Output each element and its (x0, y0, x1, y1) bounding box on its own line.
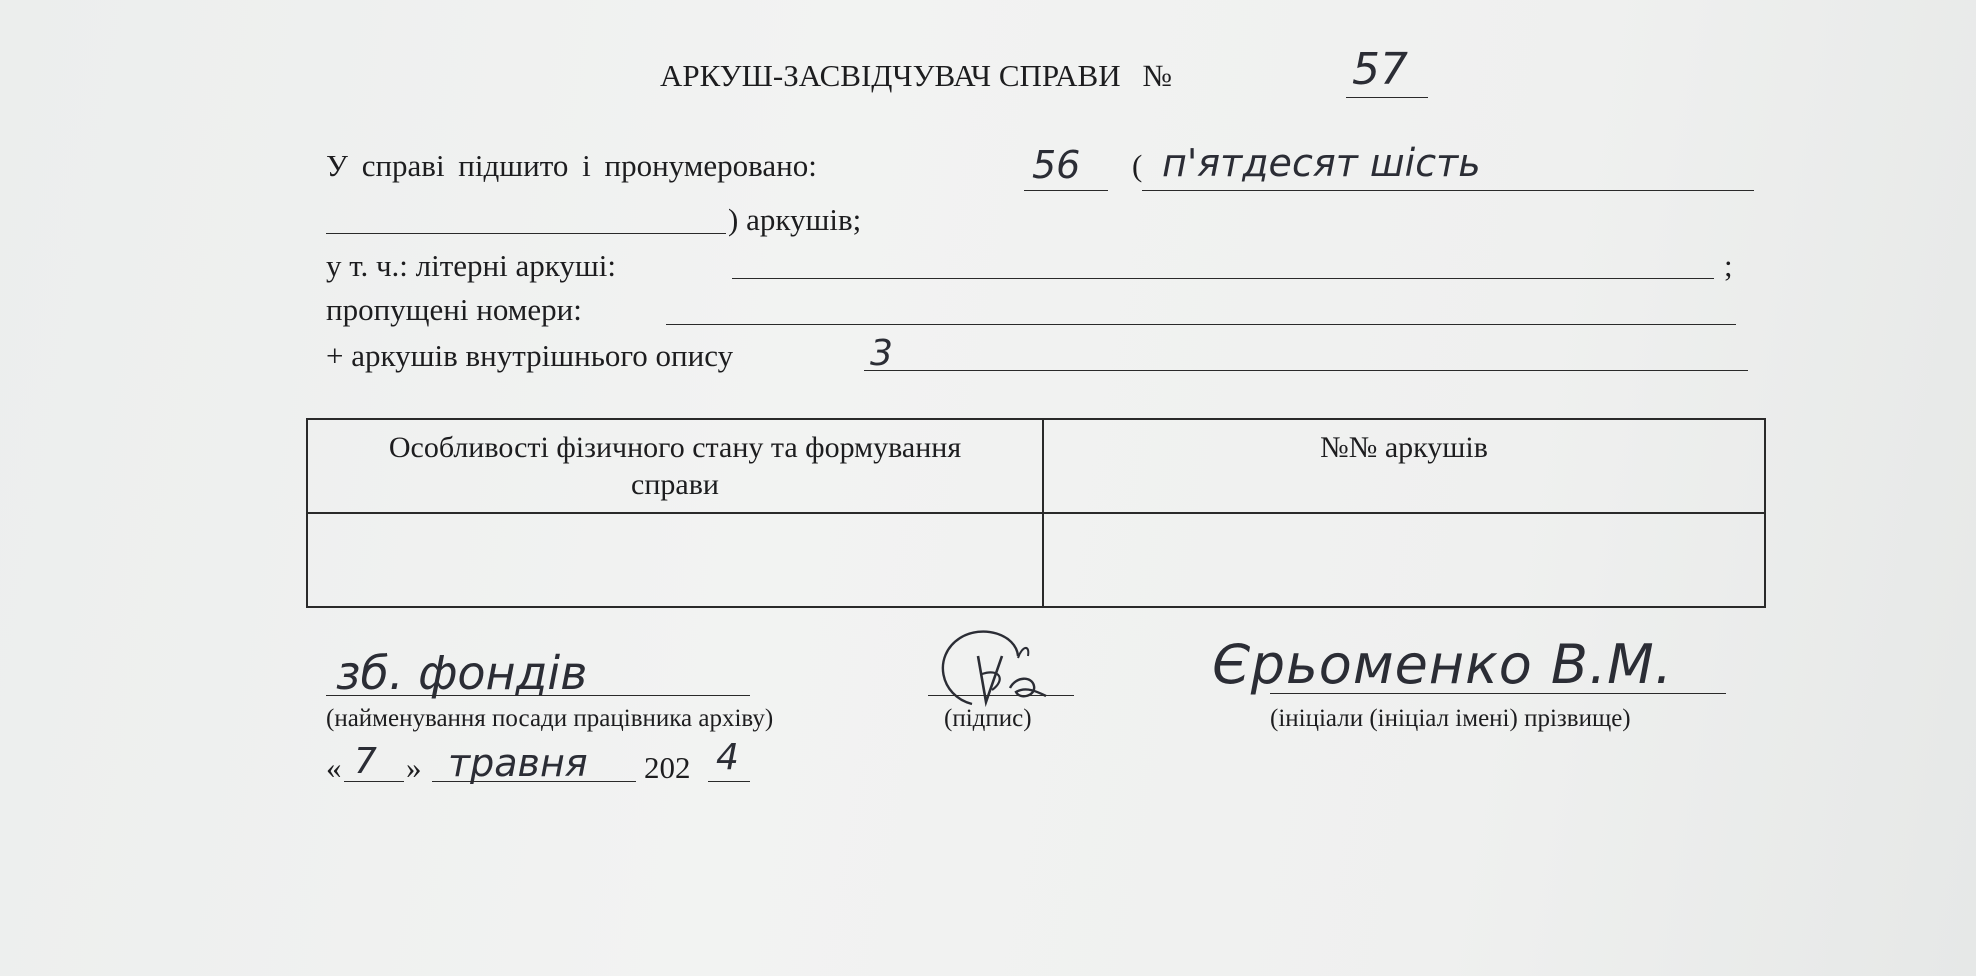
missing-numbers-label: пропущені номери: (326, 292, 582, 327)
inner-inventory-value: 3 (870, 333, 893, 374)
sheet-count-number: 56 (1032, 143, 1081, 187)
date-year-line (708, 781, 750, 782)
table-header-row (307, 419, 1765, 513)
date-year-prefix: 202 (644, 750, 691, 785)
date-close-quote: » (406, 750, 422, 785)
position-line (326, 695, 750, 696)
condition-cell (307, 513, 1043, 607)
title-text: АРКУШ-ЗАСВІДЧУВАЧ СПРАВИ (660, 58, 1121, 93)
open-paren: ( (1132, 148, 1143, 183)
condition-column-header-text: Особливості фізичного стану та формування справи (388, 431, 962, 501)
date-day: 7 (354, 741, 377, 782)
case-number-underline (1346, 97, 1428, 98)
sheet-count-words: п'ятдесят шість (1162, 141, 1481, 185)
name-value: Єрьоменко В.М. (1212, 633, 1673, 696)
document-title (660, 60, 1172, 91)
letter-sheets-end: ; (1724, 248, 1733, 283)
position-value: зб. фондів (336, 646, 588, 700)
sheet-count-words-underline (1142, 190, 1754, 191)
sheet-count-words-underline-2 (326, 233, 726, 234)
missing-numbers-line (666, 324, 1736, 325)
physical-condition-table (306, 418, 1766, 608)
sheets-cell (1043, 513, 1765, 607)
sheet-count-label: У справі підшито і пронумеровано: (326, 148, 817, 183)
date-open-quote: « (326, 750, 342, 785)
date-year-suffix: 4 (716, 737, 739, 778)
sheets-column-header: №№ аркушів (1043, 419, 1765, 513)
date-day-line (344, 781, 404, 782)
inner-inventory-label: + аркушів внутрішнього опису (326, 338, 734, 373)
condition-column-header (307, 419, 1043, 513)
case-number: 57 (1352, 44, 1408, 95)
letter-sheets-label: у т. ч.: літерні аркуші: (326, 248, 616, 283)
inner-inventory-line (864, 370, 1748, 371)
signature-caption: (підпис) (944, 705, 1032, 732)
table-row (307, 513, 1765, 607)
signature-line (928, 695, 1074, 696)
letter-sheets-line (732, 278, 1714, 279)
name-caption: (ініціали (ініціал імені) прізвище) (1270, 705, 1631, 732)
sheet-count-number-underline (1024, 190, 1108, 191)
date-month-line (432, 781, 636, 782)
name-line (1270, 693, 1726, 694)
number-sign: № (1142, 58, 1172, 93)
position-caption: (найменування посади працівника архіву) (326, 705, 774, 732)
date-month: травня (448, 741, 588, 785)
sheets-suffix: ) аркушів; (728, 202, 862, 237)
